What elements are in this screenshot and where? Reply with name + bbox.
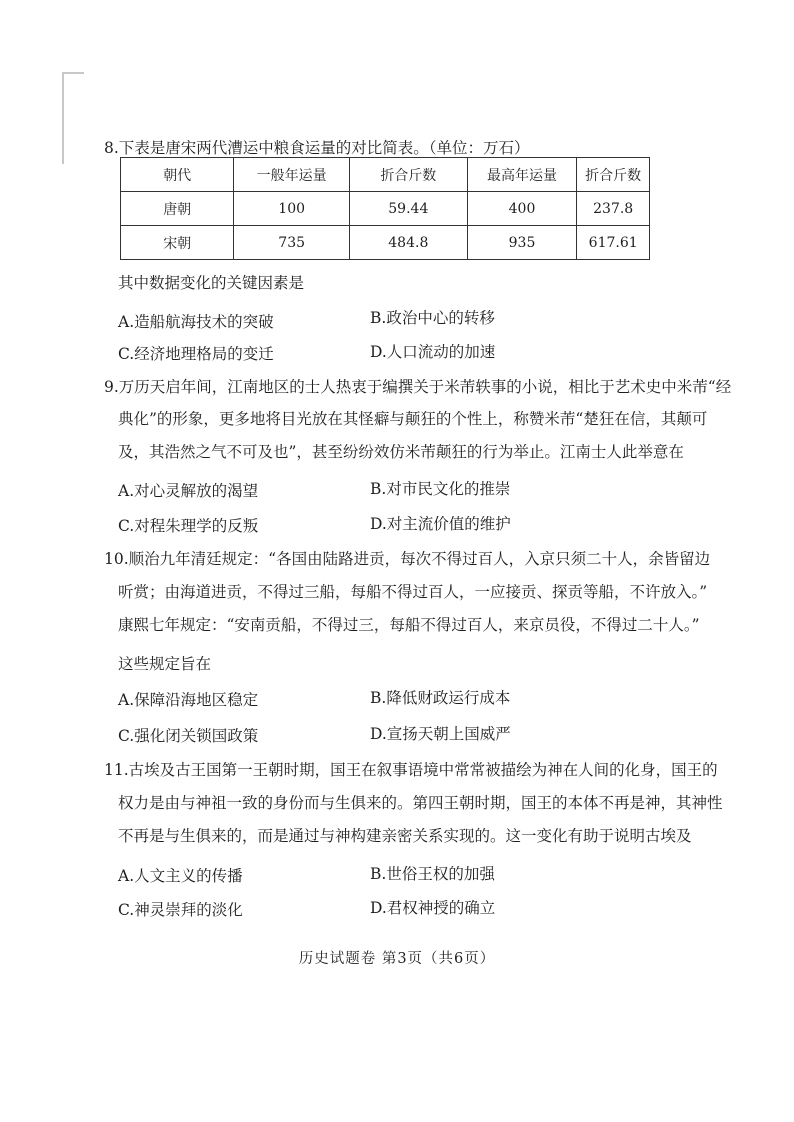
- q10-line-3: 康熙七年规定：“安南贡船，不得过三，每船不得过百人，来京员役，不得过二十人。”: [118, 616, 700, 634]
- q11-option-d: D.君权神授的确立: [370, 899, 496, 917]
- table-header-cell: 折合斤数: [577, 158, 650, 192]
- grain-transport-table: [120, 157, 650, 260]
- table-cell: 100: [234, 192, 350, 226]
- table-row: [121, 192, 650, 226]
- q10-option-a: A.保障沿海地区稳定: [118, 691, 259, 709]
- q10-option-b: B.降低财政运行成本: [370, 689, 511, 707]
- q11-option-c: C.神灵崇拜的淡化: [118, 901, 243, 919]
- table-header-cell: 折合斤数: [349, 158, 467, 192]
- table-cell: 935: [467, 226, 577, 260]
- table-cell: 735: [234, 226, 350, 260]
- q11-line-3: 不再是与生俱来的，而是通过与神构建亲密关系实现的。这一变化有助于说明古埃及: [118, 827, 692, 845]
- table-header-cell: 一般年运量: [234, 158, 350, 192]
- table-cell: 59.44: [349, 192, 467, 226]
- table-cell: 617.61: [577, 226, 650, 260]
- q10-line-2: 听赏；由海道进贡，不得过三船，每船不得过百人，一应接贡、探贡等船，不许放入。”: [118, 583, 708, 601]
- table-header-cell: 朝代: [121, 158, 234, 192]
- q9-option-c: C.对程朱理学的反叛: [118, 517, 259, 535]
- q8-option-a: A.造船航海技术的突破: [118, 313, 274, 331]
- q11-line-1: 11.古埃及古王国第一王朝时期，国王在叙事语境中常常被描绘为神在人间的化身，国王的: [104, 761, 718, 779]
- table-cell: 237.8: [577, 192, 650, 226]
- table-row: [121, 226, 650, 260]
- q8-option-b: B.政治中心的转移: [370, 309, 495, 327]
- table-cell: 400: [467, 192, 577, 226]
- scan-corner-mark: [62, 72, 84, 164]
- q10-line-4: 这些规定旨在: [118, 655, 212, 673]
- table-cell: 宋朝: [121, 226, 234, 260]
- q10-option-c: C.强化闭关锁国政策: [118, 727, 259, 745]
- table-cell: 484.8: [349, 226, 467, 260]
- page-footer: 历史试题卷 第3页（共6页）: [298, 951, 496, 967]
- q9-line-1: 9.万历天启年间，江南地区的士人热衷于编撰关于米芾轶事的小说，相比于艺术史中米芾“经: [104, 378, 732, 396]
- q9-option-b: B.对市民文化的推崇: [370, 480, 511, 498]
- table-header-row: [121, 158, 650, 192]
- q9-line-3: 及，其浩然之气不可及也”，甚至纷纷效仿米芾颠狂的行为举止。江南士人此举意在: [118, 443, 684, 461]
- q9-line-2: 典化”的形象，更多地将目光放在其怪癖与颠狂的个性上，称赞米芾“楚狂在信，其颠可: [118, 410, 708, 428]
- q8-option-c: C.经济地理格局的变迁: [118, 345, 274, 363]
- q11-option-b: B.世俗王权的加强: [370, 865, 495, 883]
- q11-line-2: 权力是由与神祖一致的身份而与生俱来的。第四王朝时期，国王的本体不再是神，其神性: [118, 794, 723, 812]
- table-header-cell: 最高年运量: [467, 158, 577, 192]
- q8-question: 其中数据变化的关键因素是: [118, 274, 305, 292]
- q9-option-d: D.对主流价值的维护: [370, 515, 511, 533]
- q8-option-d: D.人口流动的加速: [370, 343, 496, 361]
- q10-option-d: D.宣扬天朝上国威严: [370, 725, 511, 743]
- q11-option-a: A.人文主义的传播: [118, 867, 243, 885]
- table-cell: 唐朝: [121, 192, 234, 226]
- q8-stem: 8.下表是唐宋两代漕运中粮食运量的对比简表。（单位：万石）: [104, 139, 530, 157]
- q10-line-1: 10.顺治九年清廷规定：“各国由陆路进贡，每次不得过百人，入京只须二十人，余皆留边: [104, 550, 711, 568]
- q9-option-a: A.对心灵解放的渴望: [118, 482, 259, 500]
